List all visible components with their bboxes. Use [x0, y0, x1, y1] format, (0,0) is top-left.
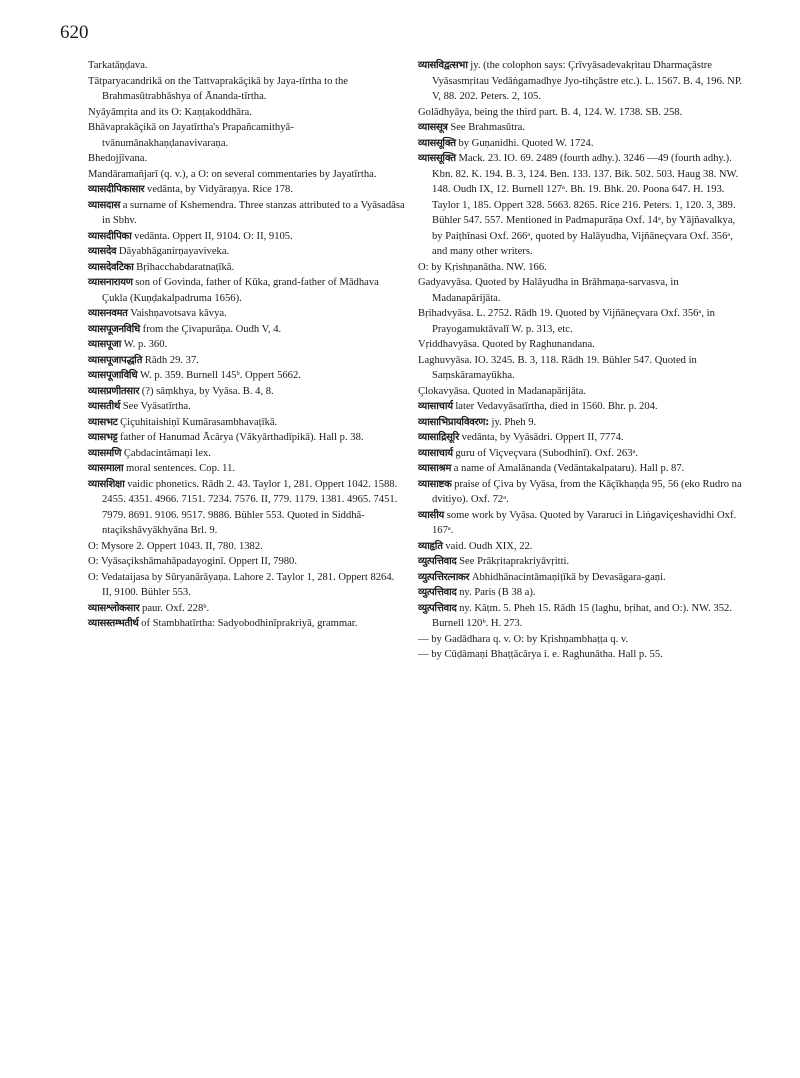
entry-text: paur. Oxf. 228ᵇ.	[142, 602, 210, 614]
entry-text: praise of Çiva by Vyāsa, from the Kāçīkhaṇḍa 95, 56 (eko Rudro na dvitiyo). Oxf. 72ᵃ.	[432, 478, 742, 505]
dictionary-entry	[88, 368, 406, 384]
entry-text: a name of Amalānanda (Vedāntakalpataru). Hall p. 87.	[453, 463, 685, 474]
dictionary-entry	[418, 632, 748, 648]
dictionary-entry	[88, 384, 406, 400]
entry-text: some work by Vyāsa. Quoted by Vararuci in Liṅgaviçeshavidhi Oxf. 167ᵃ.	[432, 509, 737, 536]
entry-text: father of Hanumad Ācārya (Vākyārthadīpikā). Hall p. 38.	[119, 432, 364, 443]
entry-text: O: Vedataijasa by Sūryanārāyaṇa. Lahore 2. Taylor 1, 281. Oppert 8264. II, 9100. Bühler 553.	[88, 571, 395, 598]
entry-headword: व्यासश्लोकसार	[88, 602, 140, 614]
right-column	[418, 58, 748, 663]
entry-headword: व्याससूत्र	[418, 122, 448, 133]
entry-text: Bhedojjīvana.	[88, 153, 148, 164]
dictionary-entry	[418, 353, 748, 384]
entry-headword: व्यासमाला	[88, 463, 124, 474]
entry-text: O: by Kṛishṇanātha. NW. 166.	[418, 261, 547, 273]
entry-text: guru of Viçveçvara (Subodhinī). Oxf. 263ᵃ.	[455, 447, 639, 459]
entry-text: Bṛihacchabdaratnaṭīkā.	[136, 261, 235, 273]
entry-headword: व्यासनारायण	[88, 277, 133, 288]
dictionary-entry	[418, 430, 748, 446]
entry-text: vaid. Oudh XIX, 22.	[445, 540, 533, 552]
dictionary-entry	[418, 120, 748, 136]
left-column	[88, 58, 406, 632]
entry-text: Bṛihadvyāsa. L. 2752. Rādh 19. Quoted by Vijñāneçvara Oxf. 356ᵃ, in Prayogamuktāvalī W. p. 313, etc.	[418, 308, 715, 335]
page-number: 620	[60, 22, 89, 43]
entry-headword: व्यासीय	[418, 509, 445, 521]
dictionary-entry	[88, 167, 406, 183]
entry-text: from the Çivapurāṇa. Oudh V, 4.	[142, 323, 282, 335]
dictionary-entry	[418, 151, 748, 260]
dictionary-entry	[88, 554, 406, 570]
dictionary-entry	[88, 275, 406, 306]
dictionary-entry	[418, 260, 748, 276]
dictionary-entry	[418, 384, 748, 400]
entry-text: Dāyabhāganirṇayaviveka.	[118, 246, 230, 257]
entry-text: by Guṇanidhi. Quoted W. 1724.	[458, 137, 594, 149]
entry-headword: व्युत्पत्तिवाद	[418, 587, 457, 598]
entry-headword: व्यासदेव	[88, 246, 117, 257]
entry-headword: व्यासविद्वत्सभा	[418, 60, 468, 71]
entry-headword: व्यासाश्रम	[418, 463, 452, 474]
dictionary-entry	[418, 136, 748, 152]
entry-headword: व्यासपूजा	[88, 339, 122, 350]
entry-text: son of Govinda, father of Kūka, grand-father of Mādhava Çukla (Kuṇḍakalpadruma 1656).	[102, 277, 379, 304]
dictionary-entry	[418, 399, 748, 415]
entry-headword: व्यासाद्रिसूरि	[418, 432, 460, 443]
entry-text: Çabdacintāmaṇi lex.	[123, 447, 211, 459]
entry-text: See Brahmasūtra.	[450, 122, 526, 133]
entry-text: ny. Kāṭm. 5. Pheh 15. Rādh 15 (laghu, bṛihat, and O:). NW. 352. Burnell 120ᵇ. H. 273.	[432, 602, 732, 629]
dictionary-entry	[88, 105, 406, 121]
entry-text: a surname of Kshemendra. Three stanzas attributed to a Vyāsadāsa in Sbhv.	[102, 199, 405, 226]
entry-headword: व्यासपूजाविधि	[88, 370, 138, 381]
dictionary-entry	[418, 337, 748, 353]
dictionary-entry	[88, 415, 406, 431]
dictionary-entry	[88, 306, 406, 322]
entry-text: jy. Pheh 9.	[491, 416, 537, 428]
entry-text: vedānta, by Vyāsādri. Oppert II, 7774.	[461, 432, 624, 443]
entry-headword: व्यासभट	[88, 416, 118, 428]
dictionary-entry	[418, 58, 748, 105]
entry-text: W. p. 360.	[123, 339, 168, 350]
dictionary-entry	[88, 74, 406, 105]
entry-text: Vṛiddhavyāsa. Quoted by Raghunandana.	[418, 339, 595, 350]
entry-text: Mack. 23. IO. 69. 2489 (fourth adhy.). 3246 —49 (fourth adhy.). Kbn. 82. K. 194. B. 3, 124. Ben. 133. 137. Bik. 502. 503. Haug 38. NW. 148. Oudh IX, 12. Burnell 127ᵃ. Bh. 19. Bhk. 20. Poona 647. H. 193. Taylor 1, 185. Oppert 328. 5663. 8265. Rice 216. Peters. 1, 120. 3, 389. Bühler 547. 557. Mentioned in Padmapurāṇa Oxf. 14ᵃ, by Yājñavalkya, by Paiṭhīnasi Oxf. 266ᵃ, quoted by Halāyudha, Vijñāneçvara Oxf. 356ᵃ, and many other writers.	[432, 153, 739, 257]
entry-text: See Prākṛitaprakriyāvṛitti.	[459, 556, 570, 567]
entry-headword: व्यासाभिप्रायविवरण:	[418, 416, 489, 428]
dictionary-entry	[88, 260, 406, 276]
entry-headword: व्युत्पत्तिवाद	[418, 556, 457, 567]
dictionary-entry	[88, 461, 406, 477]
entry-headword: व्याहृति	[418, 540, 443, 552]
entry-text: later Vedavyāsatīrtha, died in 1560. Bhr. p. 204.	[455, 401, 658, 412]
dictionary-entry	[418, 415, 748, 431]
entry-headword: व्युत्पत्तिरत्नाकर	[418, 571, 470, 583]
entry-text: Tarkatāṇḍava.	[88, 60, 148, 71]
entry-headword: व्यासप्रणीतसार	[88, 385, 140, 397]
dictionary-entry	[88, 229, 406, 245]
dictionary-entry	[418, 647, 748, 663]
entry-text: Gadyavyāsa. Quoted by Halāyudha in Brāhmaṇa-sarvasva, in Madanapārijāta.	[418, 277, 679, 304]
entry-text: vaidic phonetics. Rādh 2. 43. Taylor 1, 281. Oppert 1042. 1588. 2455. 4351. 4966. 7151. 7234. 7576. II, 779. 1179. 1381. 4965. 7451. 7979. 8691. 9106. 9517. 9886. Bühler 553. Quoted in Siddhā-ntaçikshāvyākhyāna Brl. 9.	[102, 478, 398, 536]
entry-headword: व्यासपूजापद्धति	[88, 354, 143, 366]
dictionary-entry	[418, 105, 748, 121]
entry-headword: व्यासदेवटिका	[88, 261, 134, 273]
dictionary-entry	[88, 198, 406, 229]
dictionary-entry	[418, 570, 748, 586]
entry-headword: व्यासभट्ट	[88, 432, 118, 443]
dictionary-entry	[88, 182, 406, 198]
entry-headword: व्यासमणि	[88, 447, 122, 459]
entry-text: ny. Paris (B 38 a).	[459, 587, 536, 598]
dictionary-entry	[88, 337, 406, 353]
entry-text: Çlokavyāsa. Quoted in Madanapārijāta.	[418, 385, 586, 397]
dictionary-entry	[88, 477, 406, 539]
entry-text: Nyāyāmṛita and its O: Kaṇṭakoddhāra.	[88, 106, 252, 118]
dictionary-entry	[88, 322, 406, 338]
entry-text: Mandāramañjarī (q. v.), a O: on several commentaries by Jayatīrtha.	[88, 168, 377, 180]
dictionary-entry	[418, 508, 748, 539]
dictionary-entry	[418, 477, 748, 508]
entry-headword: व्यासदास	[88, 199, 121, 211]
entry-headword: व्यासशिक्षा	[88, 478, 125, 490]
entry-text: Abhidhānacintāmaṇiṭīkā by Devasāgara-gaṇi.	[471, 571, 666, 583]
entry-text: Bhāvaprakāçikā on Jayatīrtha's Prapañcamithyā-tvānumānakhaṇḍanavivaraṇa.	[88, 122, 294, 149]
entry-headword: व्यासाचार्य	[418, 447, 453, 459]
entry-text: — by Cūḍāmaṇi Bhaṭṭācārya i. e. Raghunātha. Hall p. 55.	[418, 649, 663, 660]
dictionary-entry	[88, 58, 406, 74]
entry-text: — by Gadādhara q. v. O: by Kṛishṇambhaṭṭa q. v.	[418, 633, 629, 645]
entry-headword: व्यासदीपिकासार	[88, 184, 145, 195]
entry-text: moral sentences. Cop. 11.	[125, 463, 236, 474]
dictionary-entry	[418, 275, 748, 306]
entry-text: Tātparyacandrikā on the Tattvaprakāçikā by Jaya-tīrtha to the Brahmasūtrabhāshya of Ānanda-tīrtha.	[88, 75, 348, 102]
dictionary-entry	[88, 151, 406, 167]
dictionary-entry	[418, 539, 748, 555]
dictionary-entry	[418, 554, 748, 570]
entry-text: jy. (the colophon says: Çrīvyāsadevakṛitau Dharmaçāstre Vyāsasmṛitau Vedāṅgamadhye Jyo-tihçāstre etc.). L. 1567. B. 4, 196. NP. V, 88. 202. Peters. 2, 105.	[432, 60, 743, 102]
dictionary-entry	[88, 244, 406, 260]
entry-text: Çiçuhitaishiṇī Kumārasambhavaṭīkā.	[120, 416, 278, 428]
entry-text: of Stambhatīrtha: Sadyobodhinīprakriyā, grammar.	[141, 618, 358, 629]
dictionary-entry	[418, 461, 748, 477]
entry-text: Rādh 29. 37.	[144, 354, 199, 366]
dictionary-entry	[88, 399, 406, 415]
dictionary-entry	[88, 430, 406, 446]
entry-headword: व्यासाष्टक	[418, 478, 452, 490]
entry-text: (?) sāṃkhya, by Vyāsa. B. 4, 8.	[141, 385, 274, 397]
entry-text: vedānta, by Vidyāraṇya. Rice 178.	[147, 184, 293, 195]
entry-headword: व्यासस्तम्भतीर्थ	[88, 618, 139, 629]
entry-text: See Vyāsatīrtha.	[122, 401, 191, 412]
dictionary-entry	[88, 446, 406, 462]
entry-text: O: Mysore 2. Oppert 1043. II, 780. 1382.	[88, 540, 263, 552]
entry-headword: व्यासाचार्य	[418, 401, 453, 412]
dictionary-entry	[88, 570, 406, 601]
dictionary-entry	[88, 120, 406, 151]
dictionary-entry	[418, 306, 748, 337]
entry-text: Laghuvyāsa. IO. 3245. B. 3, 118. Rādh 19. Bühler 547. Quoted in Saṃskāramayūkha.	[418, 354, 697, 381]
dictionary-entry	[418, 585, 748, 601]
entry-headword: व्युत्पत्तिवाद	[418, 602, 457, 614]
dictionary-entry	[418, 446, 748, 462]
entry-headword: व्यासतीर्थ	[88, 401, 121, 412]
dictionary-entry	[418, 601, 748, 632]
entry-text: Golādhyāya, being the third part. B. 4, 124. W. 1738. SB. 258.	[418, 106, 683, 118]
dictionary-entry	[88, 539, 406, 555]
entry-headword: व्यासनवमत	[88, 308, 128, 319]
dictionary-entry	[88, 616, 406, 632]
entry-headword: व्याससूक्ति	[418, 137, 456, 149]
entry-text: W. p. 359. Burnell 145ᵇ. Oppert 5662.	[140, 370, 301, 381]
entry-headword: व्याससूक्ति	[418, 153, 456, 164]
entry-text: vedānta. Oppert II, 9104. O: II, 9105.	[134, 230, 293, 242]
dictionary-entry	[88, 353, 406, 369]
entry-text: O: Vyāsaçikshāmahāpadayoginī. Oppert II, 7980.	[88, 556, 297, 567]
entry-headword: व्यासपूजनविधि	[88, 323, 141, 335]
entry-headword: व्यासदीपिका	[88, 230, 132, 242]
dictionary-entry	[88, 601, 406, 617]
entry-text: Vaishṇavotsava kāvya.	[130, 308, 227, 319]
